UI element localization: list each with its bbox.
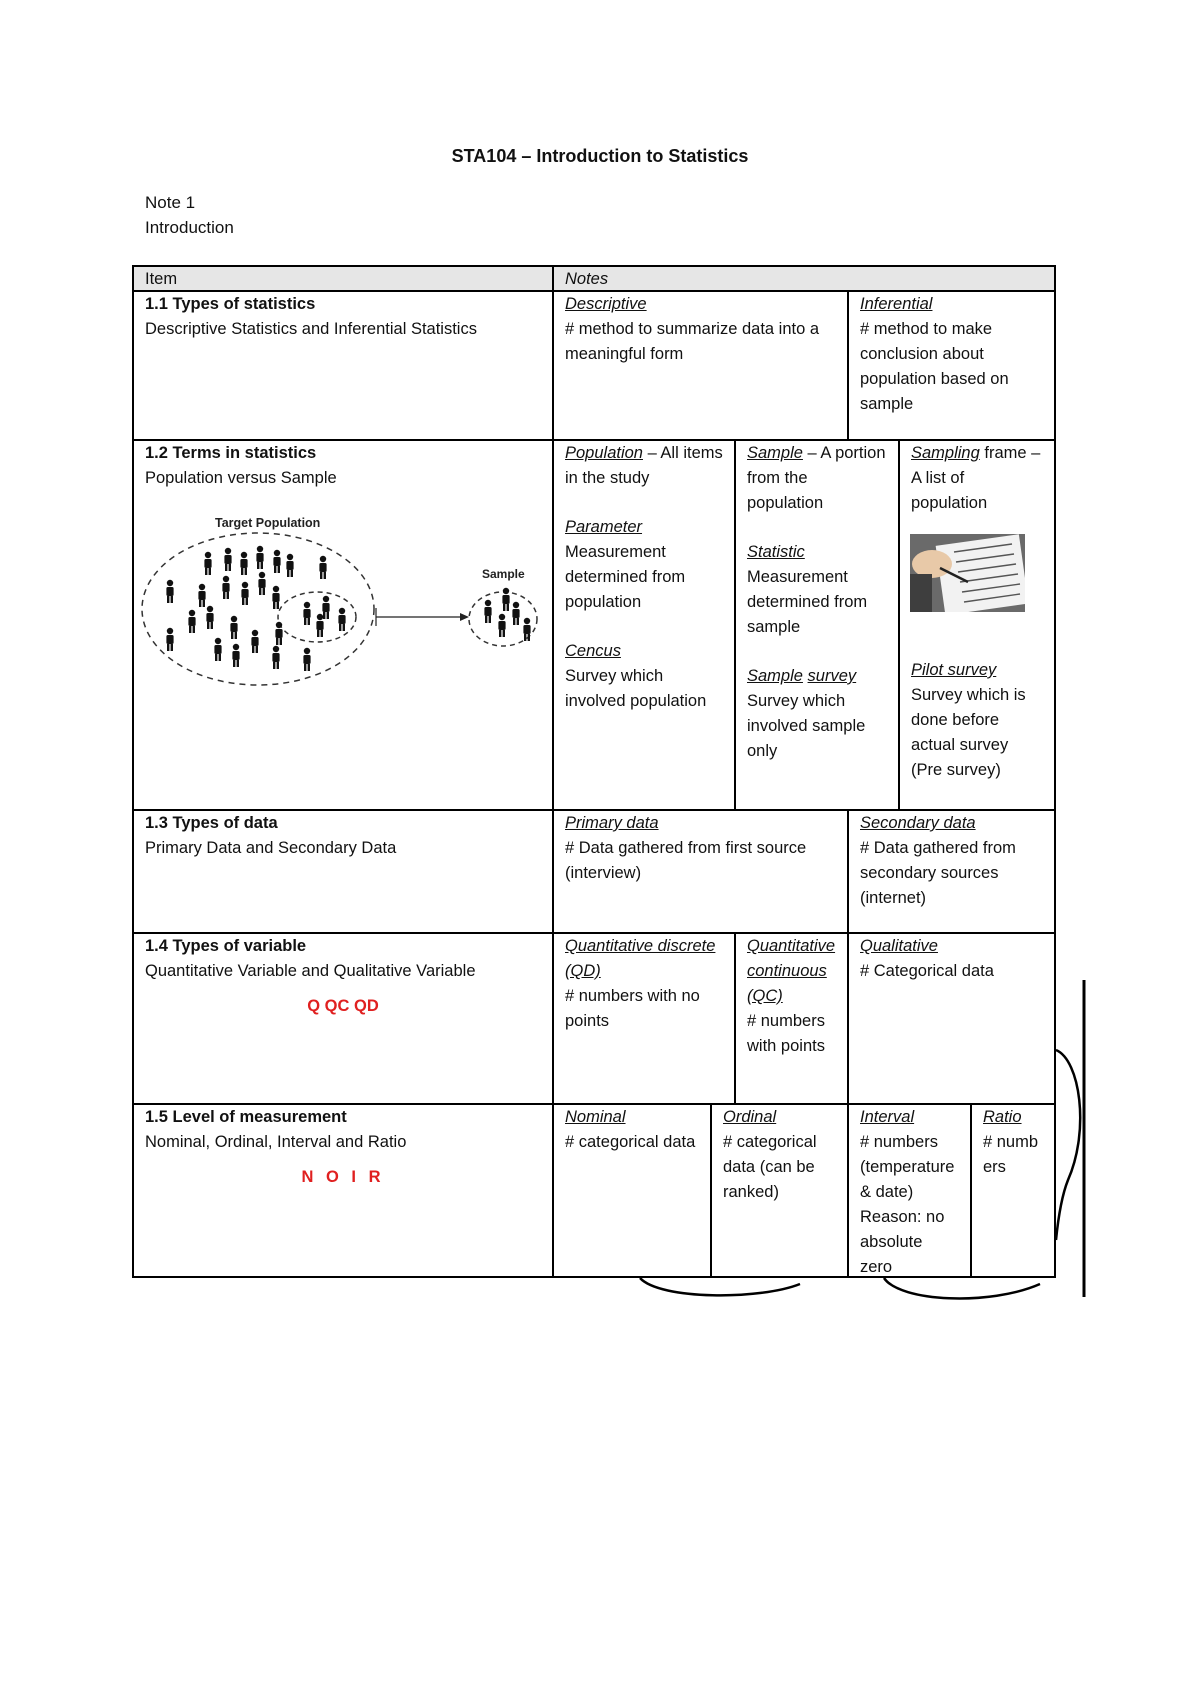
sampling-frame-title: Sampling frame – <box>911 444 1041 462</box>
note-title: Introduction <box>145 218 234 237</box>
interval-body: # numbers (temperature & date) <box>860 1133 955 1201</box>
row-1-2-sample <box>735 440 899 810</box>
primary-data-body: # Data gathered from first source (interview) <box>565 839 807 882</box>
row-1-4-qc <box>735 933 848 1104</box>
pilot-survey-body: Survey which is done before actual survey (Pre survey) <box>911 686 1026 779</box>
population-sample-diagram <box>140 514 548 689</box>
ordinal-body: # categorical data (can be ranked) <box>723 1133 817 1201</box>
secondary-data-body: # Data gathered from secondary sources (internet) <box>860 839 1016 907</box>
row-1-5-desc: Nominal, Ordinal, Interval and Ratio <box>145 1133 407 1151</box>
population-title: Population <box>565 444 643 462</box>
sampling-frame-body: A list of population <box>911 469 988 512</box>
nominal-title: Nominal <box>565 1108 626 1126</box>
row-1-5-ratio <box>971 1104 1055 1277</box>
row-1-5-ordinal <box>711 1104 848 1277</box>
statistic-title: Statistic <box>747 543 805 561</box>
row-1-3-primary <box>553 810 848 933</box>
row-1-4-heading: 1.4 Types of variable <box>145 937 307 955</box>
row-1-1-inferential <box>848 291 1055 440</box>
descriptive-body: # method to summarize data into a meaningful form <box>565 320 820 363</box>
document-title: STA104 – Introduction to Statistics <box>451 146 749 166</box>
parameter-body: Measurement determined from population <box>565 543 686 611</box>
interval-title: Interval <box>860 1108 915 1126</box>
census-title: Cencus <box>565 642 621 660</box>
row-1-1-item <box>133 291 553 440</box>
inferential-title: Inferential <box>860 295 933 313</box>
sample-survey-title: Sample survey <box>747 667 857 685</box>
row-1-2-sampling-frame <box>899 440 1055 810</box>
census-body: Survey which involved population <box>565 667 707 710</box>
sample-body: – A portion from the population <box>747 444 886 512</box>
inferential-body: # method to make conclusion about population based on sample <box>860 320 1009 413</box>
people-icon <box>166 546 530 671</box>
survey-photo-icon <box>910 534 1025 612</box>
row-1-3-secondary <box>848 810 1055 933</box>
row-1-4-item <box>133 933 553 1104</box>
pilot-survey-title: Pilot survey <box>911 661 997 679</box>
population-body: – All items in the study <box>565 444 723 487</box>
diagram-sample-label: Sample <box>482 567 525 581</box>
interval-reason: Reason: no absolute zero <box>860 1208 945 1276</box>
row-1-3-heading: 1.3 Types of data <box>145 814 278 832</box>
row-1-1-descriptive <box>553 291 848 440</box>
parameter-title: Parameter <box>565 518 643 536</box>
ordinal-title: Ordinal <box>723 1108 777 1126</box>
row-1-2-population <box>553 440 735 810</box>
sample-def <box>747 441 887 516</box>
row-1-5-nominal <box>553 1104 711 1277</box>
row-1-2-desc: Population versus Sample <box>145 469 337 487</box>
row-1-1-desc: Descriptive Statistics and Inferential Statistics <box>145 320 477 338</box>
ratio-title: Ratio <box>983 1108 1022 1126</box>
row-1-3-item <box>133 810 553 933</box>
quantitative-continuous-title: Quantitative continuous (QC) <box>747 937 836 1005</box>
ratio-body: # numbers <box>983 1133 1039 1176</box>
population-def <box>565 441 723 491</box>
quantitative-discrete-title: Quantitative discrete (QD) <box>565 937 716 980</box>
header-item-label: Item <box>145 270 178 288</box>
row-1-3-desc: Primary Data and Secondary Data <box>145 839 397 857</box>
row-1-5-heading: 1.5 Level of measurement <box>145 1108 347 1126</box>
row-1-5-item <box>133 1104 553 1277</box>
quantitative-discrete-body: # numbers with no points <box>565 987 700 1030</box>
row-1-5-mnemonic: N O I R <box>301 1168 385 1186</box>
statistic-body: Measurement determined from sample <box>747 568 868 636</box>
note-label: Note 1 <box>145 193 196 212</box>
diagram-target-label: Target Population <box>215 516 321 530</box>
row-1-4-qualitative <box>848 933 1055 1104</box>
sample-survey-body: Survey which involved sample only <box>747 692 866 760</box>
header-notes-label: Notes <box>565 270 609 288</box>
row-1-4-mnemonic: Q QC QD <box>307 997 379 1015</box>
header-item-cell <box>133 266 553 291</box>
row-1-1-heading: 1.1 Types of statistics <box>145 295 316 313</box>
qualitative-title: Qualitative <box>860 937 938 955</box>
quantitative-continuous-body: # numbers with points <box>747 1012 825 1055</box>
row-1-4-desc: Quantitative Variable and Qualitative Variable <box>145 962 476 980</box>
row-1-5-interval <box>848 1104 971 1277</box>
primary-data-title: Primary data <box>565 814 659 832</box>
secondary-data-title: Secondary data <box>860 814 976 832</box>
header-notes-cell <box>553 266 1055 291</box>
row-1-2-heading: 1.2 Terms in statistics <box>145 444 317 462</box>
descriptive-title: Descriptive <box>565 295 647 313</box>
sample-title: Sample <box>747 444 803 462</box>
row-1-4-qd <box>553 933 735 1104</box>
qualitative-body: # Categorical data <box>860 962 994 980</box>
nominal-body: # categorical data <box>565 1133 696 1151</box>
